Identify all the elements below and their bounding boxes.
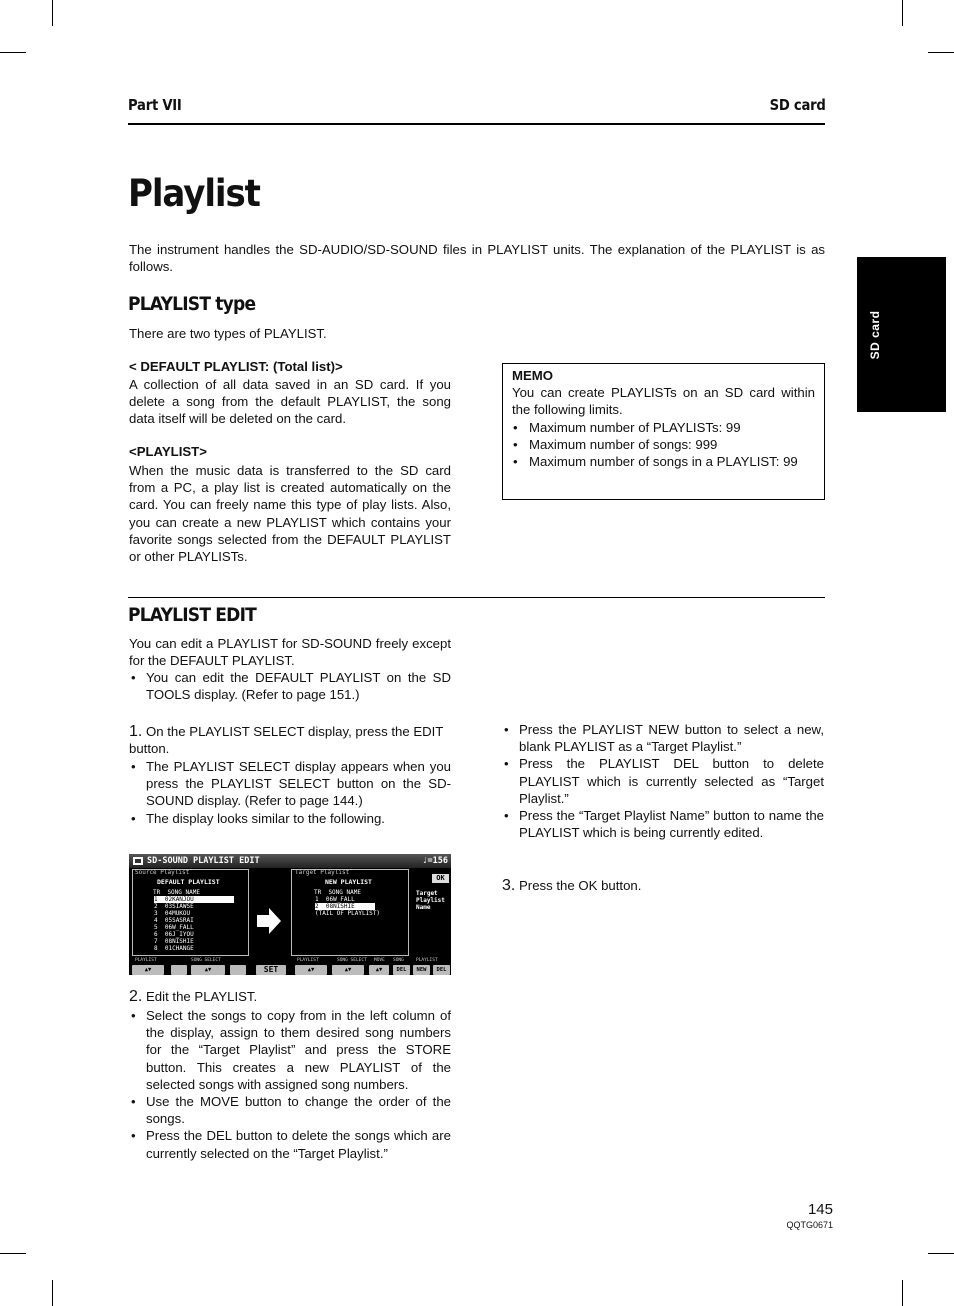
playlist-edit-screen <box>129 854 451 975</box>
playlist-new-button[interactable]: NEW <box>413 965 430 975</box>
side-tab-label: SD card <box>868 310 882 360</box>
screen-title-bar <box>129 854 451 868</box>
playlist-edit-heading: PLAYLIST EDIT <box>128 604 256 626</box>
header-part: Part VII <box>128 96 182 114</box>
song-select-button[interactable] <box>230 965 246 975</box>
step1-bullet-list <box>129 758 451 827</box>
step-2 <box>129 988 451 1005</box>
page-code: QQTG0671 <box>786 1220 833 1230</box>
crop-mark <box>902 1280 903 1306</box>
crop-mark <box>928 1253 954 1254</box>
page-number: 145 <box>807 1201 833 1218</box>
playlist-text: When the music data is transferred to the SD card from a PC, a play list is created automatically on the card. You can freely name this type of play lists. Also, you can create a new PLAYLIST which contains your favorite songs selected from the DEFAULT PLAYLIST or other PLAYLISTs. <box>129 463 451 565</box>
step-1 <box>129 723 451 757</box>
memo-title: MEMO <box>512 368 554 383</box>
playlist-type-heading: PLAYLIST type <box>128 293 256 315</box>
footer-label: PLAYLIST <box>297 958 319 963</box>
memo-item: • Maximum number of PLAYLISTs: 99 <box>512 419 815 436</box>
side-tab <box>857 257 946 412</box>
list-item: • Use the MOVE button to change the order of the songs. <box>129 1093 451 1127</box>
step-text: Edit the PLAYLIST. <box>146 989 258 1004</box>
footer-label: MOVE <box>374 958 385 963</box>
list-item: • Press the DEL button to delete the songs which are currently selected on the “Target Playlist.” <box>129 1127 451 1161</box>
table-row[interactable]: 5 06W_FALL <box>154 924 194 931</box>
screen-button-row <box>129 957 451 975</box>
step-3 <box>502 877 824 894</box>
memo-item: • Maximum number of songs: 999 <box>512 436 815 453</box>
footer-label: PLAYLIST <box>135 958 157 963</box>
playlist-heading: <PLAYLIST> <box>129 444 207 459</box>
table-row[interactable]: 4 05SASRAI <box>154 917 194 924</box>
right-arrow-icon <box>255 906 283 936</box>
list-item: • Select the songs to copy from in the left column of the display, assign to them desired song numbers for the “Target Playlist” and press the STORE button. This creates a new PLAYLIST of the selected songs with assigned song numbers. <box>129 1007 451 1093</box>
set-button[interactable]: SET <box>256 965 286 975</box>
default-playlist-text: A collection of all data saved in an SD card. If you delete a song from the default PLAYLIST, the song data itself will be deleted on the card. <box>129 377 451 427</box>
right-bullet-list <box>502 721 824 841</box>
footer-label: SONG SELECT <box>191 958 221 963</box>
memo-item: • Maximum number of songs in a PLAYLIST: 99 <box>512 453 815 470</box>
table-row[interactable]: 7 08NISHIE <box>154 938 194 945</box>
table-row[interactable]: 2 03SIAWSE <box>154 903 194 910</box>
step-text: On the PLAYLIST SELECT display, press the EDIT button. <box>129 724 444 757</box>
header-rule <box>128 123 825 125</box>
memo-list <box>512 419 815 471</box>
footer-label: SONG <box>393 958 404 963</box>
song-del-button[interactable]: DEL <box>393 965 410 975</box>
section-divider <box>128 597 825 598</box>
table-row[interactable]: 6 06J_IYOU <box>154 931 194 938</box>
default-playlist-heading: < DEFAULT PLAYLIST: (Total list)> <box>129 359 343 374</box>
list-item: • Press the “Target Playlist Name” button to name the PLAYLIST which is being currently edited. <box>502 807 824 841</box>
table-row[interactable]: 1 02KANJOU <box>154 896 234 903</box>
list-item: • Press the PLAYLIST DEL button to delete PLAYLIST which is currently selected as “Target Playlist.” <box>502 755 824 807</box>
step-number: 1. <box>129 723 143 740</box>
playlist-up-button[interactable]: ▲▼ <box>132 965 164 975</box>
target-playlist-name-button[interactable]: Target Playlist Name <box>416 890 445 911</box>
target-column-header: TR SONG NAME <box>314 889 361 896</box>
playlist-edit-intro: You can edit a PLAYLIST for SD-SOUND freely except for the DEFAULT PLAYLIST. <box>129 636 451 669</box>
header-section: SD card <box>770 96 826 114</box>
song-select-button[interactable] <box>171 965 187 975</box>
source-playlist-label: Source Playlist <box>135 869 190 876</box>
crop-mark <box>52 0 53 26</box>
song-select-button[interactable]: ▲▼ <box>191 965 225 975</box>
crop-mark <box>0 1253 26 1254</box>
target-playlist-label: Target Playlist <box>295 869 350 876</box>
memo-text: You can create PLAYLISTs on an SD card within the following limits. <box>512 385 815 418</box>
sd-card-icon <box>132 856 144 866</box>
move-button[interactable]: ▲▼ <box>369 965 389 975</box>
intro-paragraph: The instrument handles the SD-AUDIO/SD-SOUND files in PLAYLIST units. The explanation of the PLAYLIST is as follows. <box>129 242 825 275</box>
crop-mark <box>928 52 954 53</box>
list-item: • The PLAYLIST SELECT display appears when you press the PLAYLIST SELECT button on the SD-SOUND display. (Refer to page 144.) <box>129 758 451 810</box>
screen-title: SD-SOUND PLAYLIST EDIT <box>147 856 260 866</box>
table-row[interactable]: 3 04MUKOU <box>154 910 191 917</box>
playlist-del-button[interactable]: DEL <box>433 965 450 975</box>
list-item: • The display looks similar to the following. <box>129 810 451 827</box>
table-row[interactable]: 2 08NISHIE <box>315 903 375 910</box>
list-item: • You can edit the DEFAULT PLAYLIST on the SD TOOLS display. (Refer to page 151.) <box>129 669 451 703</box>
ok-button[interactable]: OK <box>432 874 449 883</box>
step2-bullet-list <box>129 1007 451 1162</box>
list-item: • Press the PLAYLIST NEW button to select a new, blank PLAYLIST as a “Target Playlist.” <box>502 721 824 755</box>
source-column-header: TR SONG NAME <box>153 889 200 896</box>
step-number: 3. <box>502 877 516 894</box>
target-song-select-button[interactable]: ▲▼ <box>332 965 364 975</box>
source-playlist-name[interactable]: DEFAULT PLAYLIST <box>157 878 220 886</box>
tempo-readout: ♩=156 <box>422 856 448 866</box>
playlist-type-intro: There are two types of PLAYLIST. <box>129 326 327 341</box>
intro-bullet-list <box>129 669 451 703</box>
table-row[interactable]: 8 01CHANGE <box>154 945 194 952</box>
crop-mark <box>902 0 903 26</box>
footer-label: SONG SELECT <box>337 958 367 963</box>
target-playlist-name[interactable]: NEW PLAYLIST <box>325 878 372 886</box>
page-title: Playlist <box>128 172 260 215</box>
footer-label: PLAYLIST <box>416 958 438 963</box>
memo-box <box>502 363 825 500</box>
step-text: Press the OK button. <box>519 878 642 893</box>
crop-mark <box>52 1280 53 1306</box>
step-number: 2. <box>129 988 143 1005</box>
target-tail-row: (TAIL OF PLAYLIST) <box>315 910 381 917</box>
target-playlist-button[interactable]: ▲▼ <box>295 965 327 975</box>
crop-mark <box>0 52 26 53</box>
table-row[interactable]: 1 06W_FALL <box>315 896 355 903</box>
